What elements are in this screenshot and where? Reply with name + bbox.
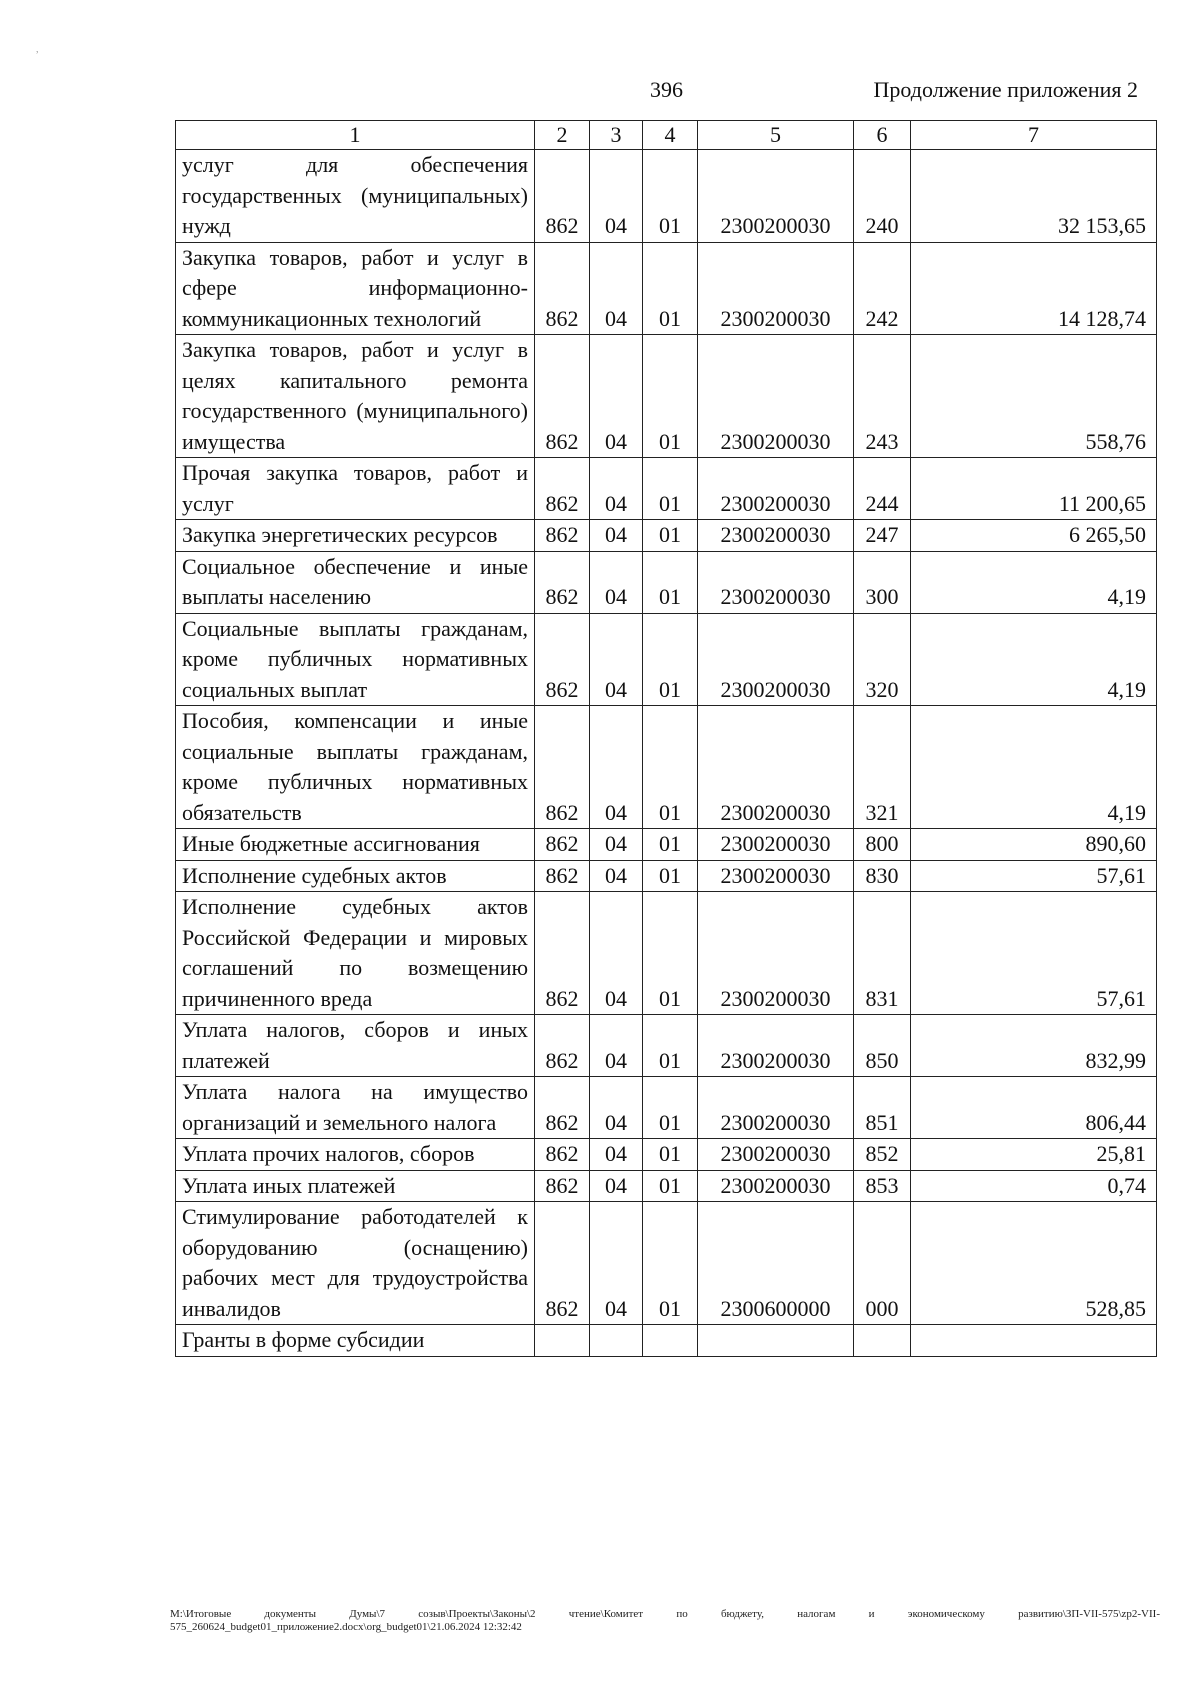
row-description: Уплата налога на имущество организаций и земельного налога: [176, 1077, 535, 1139]
column-header: 6: [854, 121, 911, 150]
cell-col6: 243: [854, 335, 911, 458]
cell-col4: 01: [643, 242, 698, 335]
row-description: услуг для обеспечения государственных (муниципальных) нужд: [176, 150, 535, 243]
cell-amount: 890,60: [911, 829, 1157, 861]
cell-col4: 01: [643, 706, 698, 829]
row-description: Закупка товаров, работ и услуг в целях капитального ремонта государственного (муниципального) имущества: [176, 335, 535, 458]
cell-col6: 320: [854, 613, 911, 706]
cell-col4: 01: [643, 150, 698, 243]
cell-col6: 242: [854, 242, 911, 335]
cell-amount: 528,85: [911, 1202, 1157, 1325]
table-row: [176, 860, 1157, 892]
cell-col4: 01: [643, 1015, 698, 1077]
cell-col3: 04: [590, 242, 643, 335]
table-row: [176, 829, 1157, 861]
table-row: [176, 458, 1157, 520]
cell-col2: 862: [535, 706, 590, 829]
column-header: 3: [590, 121, 643, 150]
cell-col6: 853: [854, 1170, 911, 1202]
cell-amount: 0,74: [911, 1170, 1157, 1202]
row-description: Исполнение судебных актов Российской Федерации и мировых соглашений по возмещению причиненного вреда: [176, 892, 535, 1015]
row-description: Пособия, компенсации и иные социальные выплаты гражданам, кроме публичных нормативных обязательств: [176, 706, 535, 829]
cell-col2: 862: [535, 335, 590, 458]
cell-col6: 851: [854, 1077, 911, 1139]
cell-col6: 830: [854, 860, 911, 892]
cell-col4: 01: [643, 1202, 698, 1325]
cell-col4: 01: [643, 1139, 698, 1171]
cell-col5: 2300200030: [698, 150, 854, 243]
table-row: [176, 1170, 1157, 1202]
cell-col5: 2300200030: [698, 613, 854, 706]
cell-col4: [643, 1325, 698, 1357]
cell-col3: 04: [590, 613, 643, 706]
cell-col5: 2300200030: [698, 520, 854, 552]
cell-amount: 4,19: [911, 706, 1157, 829]
cell-col6: 300: [854, 551, 911, 613]
row-description: Уплата прочих налогов, сборов: [176, 1139, 535, 1171]
cell-col5: 2300200030: [698, 335, 854, 458]
cell-col5: [698, 1325, 854, 1357]
table-row: [176, 706, 1157, 829]
cell-col6: 850: [854, 1015, 911, 1077]
row-description: Иные бюджетные ассигнования: [176, 829, 535, 861]
row-description: Уплата иных платежей: [176, 1170, 535, 1202]
cell-col3: 04: [590, 1139, 643, 1171]
cell-col3: 04: [590, 551, 643, 613]
cell-col4: 01: [643, 860, 698, 892]
cell-col4: 01: [643, 829, 698, 861]
table-row: [176, 335, 1157, 458]
cell-col2: 862: [535, 1202, 590, 1325]
cell-col4: 01: [643, 1170, 698, 1202]
cell-col2: 862: [535, 458, 590, 520]
cell-col5: 2300200030: [698, 1170, 854, 1202]
cell-col6: 321: [854, 706, 911, 829]
cell-col5: 2300600000: [698, 1202, 854, 1325]
cell-col5: 2300200030: [698, 458, 854, 520]
cell-col6: 000: [854, 1202, 911, 1325]
cell-amount: 32 153,65: [911, 150, 1157, 243]
cell-col3: 04: [590, 150, 643, 243]
cell-col5: 2300200030: [698, 892, 854, 1015]
table-row: [176, 551, 1157, 613]
cell-col3: 04: [590, 1077, 643, 1139]
column-header: 7: [911, 121, 1157, 150]
row-description: Социальные выплаты гражданам, кроме публичных нормативных социальных выплат: [176, 613, 535, 706]
cell-col3: 04: [590, 1015, 643, 1077]
cell-col3: 04: [590, 706, 643, 829]
table-row: [176, 1077, 1157, 1139]
cell-col2: 862: [535, 829, 590, 861]
cell-col2: [535, 1325, 590, 1357]
table-row: [176, 1202, 1157, 1325]
cell-col4: 01: [643, 335, 698, 458]
table-row: [176, 613, 1157, 706]
cell-col4: 01: [643, 520, 698, 552]
cell-col2: 862: [535, 860, 590, 892]
cell-col5: 2300200030: [698, 706, 854, 829]
footer-file-path: M:\Итоговые документы Думы\7 созыв\Проекты\Законы\2 чтение\Комитет по бюджету, налогам и экономическому развитию\ЗП-VII-575\zp2-VII-575_260624_budget01_приложение2.docx\org_budget01\21.06.2024 12:32:42: [170, 1608, 1160, 1633]
cell-col5: 2300200030: [698, 242, 854, 335]
cell-col2: 862: [535, 242, 590, 335]
cell-col3: 04: [590, 1202, 643, 1325]
cell-col3: 04: [590, 829, 643, 861]
row-description: Исполнение судебных актов: [176, 860, 535, 892]
continuation-title: Продолжение приложения 2: [873, 77, 1138, 102]
cell-amount: 25,81: [911, 1139, 1157, 1171]
cell-col4: 01: [643, 458, 698, 520]
cell-col3: [590, 1325, 643, 1357]
row-description: Стимулирование работодателей к оборудованию (оснащению) рабочих мест для трудоустройства инвалидов: [176, 1202, 535, 1325]
row-description: Прочая закупка товаров, работ и услуг: [176, 458, 535, 520]
cell-amount: 806,44: [911, 1077, 1157, 1139]
budget-table: [175, 120, 1157, 1357]
row-description: Уплата налогов, сборов и иных платежей: [176, 1015, 535, 1077]
cell-col4: 01: [643, 892, 698, 1015]
cell-col5: 2300200030: [698, 1077, 854, 1139]
cell-col2: 862: [535, 1139, 590, 1171]
table-row: [176, 1139, 1157, 1171]
row-description: Закупка товаров, работ и услуг в сфере информационно-коммуникационных технологий: [176, 242, 535, 335]
cell-col3: 04: [590, 1170, 643, 1202]
cell-amount: 11 200,65: [911, 458, 1157, 520]
cell-col2: 862: [535, 520, 590, 552]
cell-col3: 04: [590, 860, 643, 892]
table-header-row: [176, 121, 1157, 150]
table-row: [176, 242, 1157, 335]
cell-col3: 04: [590, 892, 643, 1015]
cell-col2: 862: [535, 150, 590, 243]
cell-amount: 6 265,50: [911, 520, 1157, 552]
cell-col5: 2300200030: [698, 551, 854, 613]
cell-col4: 01: [643, 551, 698, 613]
cell-amount: 4,19: [911, 613, 1157, 706]
page-number: 396: [650, 77, 683, 102]
row-description: Закупка энергетических ресурсов: [176, 520, 535, 552]
cell-col3: 04: [590, 458, 643, 520]
column-header: 5: [698, 121, 854, 150]
cell-col6: 831: [854, 892, 911, 1015]
cell-col2: 862: [535, 1077, 590, 1139]
cell-col2: 862: [535, 551, 590, 613]
cell-amount: [911, 1325, 1157, 1357]
cell-col2: 862: [535, 1015, 590, 1077]
table-row: [176, 1015, 1157, 1077]
table-row: [176, 1325, 1157, 1357]
cell-amount: 57,61: [911, 892, 1157, 1015]
row-description: Гранты в форме субсидии: [176, 1325, 535, 1357]
cell-col5: 2300200030: [698, 860, 854, 892]
cell-amount: 4,19: [911, 551, 1157, 613]
cell-col6: 244: [854, 458, 911, 520]
table-row: [176, 892, 1157, 1015]
cell-col2: 862: [535, 613, 590, 706]
cell-col6: 800: [854, 829, 911, 861]
cell-col4: 01: [643, 613, 698, 706]
table-row: [176, 520, 1157, 552]
column-header: 1: [176, 121, 535, 150]
cell-col3: 04: [590, 335, 643, 458]
cell-col2: 862: [535, 892, 590, 1015]
cell-col6: 240: [854, 150, 911, 243]
cell-amount: 14 128,74: [911, 242, 1157, 335]
cell-col6: 247: [854, 520, 911, 552]
cell-col5: 2300200030: [698, 1015, 854, 1077]
cell-col6: 852: [854, 1139, 911, 1171]
cell-col3: 04: [590, 520, 643, 552]
column-header: 4: [643, 121, 698, 150]
row-description: Социальное обеспечение и иные выплаты населению: [176, 551, 535, 613]
cell-col6: [854, 1325, 911, 1357]
table-row: [176, 150, 1157, 243]
column-header: 2: [535, 121, 590, 150]
cell-col2: 862: [535, 1170, 590, 1202]
cell-col5: 2300200030: [698, 1139, 854, 1171]
cell-col4: 01: [643, 1077, 698, 1139]
cell-amount: 57,61: [911, 860, 1157, 892]
cell-amount: 832,99: [911, 1015, 1157, 1077]
scan-mark: ,: [36, 44, 39, 55]
cell-col5: 2300200030: [698, 829, 854, 861]
cell-amount: 558,76: [911, 335, 1157, 458]
